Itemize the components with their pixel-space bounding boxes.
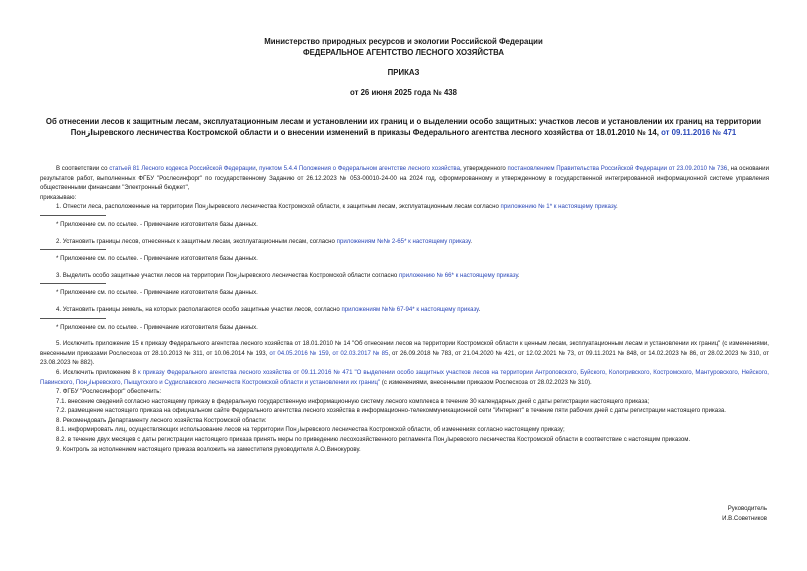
intro-text-1: В соответствии со	[56, 165, 108, 172]
footnote-divider	[40, 283, 106, 284]
link-appendix-2-65[interactable]: приложениям №№ 2-65* к настоящему приказу	[336, 237, 471, 245]
item-1-text: 1. Отнести леса, расположенные на территории Понازыревского лесничества Костромской области, к защитным лесам, эксплуатационным лесам согласно	[56, 203, 499, 211]
signature-block	[722, 504, 767, 523]
ministry-heading: Министерство природных ресурсов и экологии Российской Федерации	[264, 37, 543, 46]
link-government-decree[interactable]: постановлением Правительства Российской Федерации от 23.09.2010 № 736	[507, 165, 728, 172]
item-6-text-2: (с изменениями, внесенными приказом Рослесхоза от 28.02.2023 № 310).	[381, 378, 592, 386]
footnote-divider	[40, 249, 106, 250]
footnote: * Приложение см. по ссылке. - Примечание изготовителя базы данных.	[56, 323, 258, 331]
footnote-divider	[40, 215, 106, 216]
item-8-2: 8.2. в течение двух месяцев с даты регистрации настоящего приказа принять меры по приведению лесохозяйственного регламента Понازыревского лесничества Костромской области в соответствие с настоящим приказом.	[56, 436, 691, 444]
item-3-text: 3. Выделить особо защитные участки лесов на территории Понازыревского лесничества Костромской области согласно	[56, 271, 398, 279]
item-5-text-1: 5. Исключить приложение 15 к приказу Федерального агентства лесного хозяйства от 18.01.2010 № 14 "Об отнесении лесов на территории Костромской области к ценным лесам, эксплуатационным лесам и установлении их границ" (с изменениями, внесенными приказами Рослесхоза от 28.10.2013 № 311, от 10.06.2014 № 193,	[40, 340, 769, 357]
item-8-1: 8.1. информировать лиц, осуществляющих использование лесов на территории Понازыревского лесничества Костромской области, об изменениях согласно настоящему приказу;	[56, 426, 565, 434]
item-6-text-1: 6. Исключить приложение 8	[56, 368, 136, 376]
intro-text-2: ,	[255, 165, 258, 172]
link-order-2016-471[interactable]: к приказу Федерального агентства лесного хозяйства от 09.11.2016 № 471 "О выделении особо защитных участков лесов на территории Антроповского, Буйского, Кологривского, Костромского, Мантуровского, Нейского, Павинского, Понازыревского, Пыщугского и Судиславского лесничеств Костромской области и установлении их границ"	[40, 368, 769, 386]
link-appendix-67-94[interactable]: приложениям №№ 67-94* к настоящему приказу	[341, 305, 479, 313]
item-9: 9. Контроль за исполнением настоящего приказа возложить на заместителя руководителя А.О.Винокурову.	[56, 445, 361, 453]
agency-heading: ФЕДЕРАЛЬНОЕ АГЕНТСТВО ЛЕСНОГО ХОЗЯЙСТВА	[302, 48, 505, 57]
footnote-divider	[40, 318, 106, 319]
item-3: 3. Выделить особо защитные участки лесов на территории Понازыревского лесничества Костромской области согласно приложению № 66* к настоящему приказу.	[56, 271, 520, 279]
item-4-text: 4. Установить границы земель, на которых располагаются особо защитные участки лесов, согласно	[56, 305, 340, 313]
item-1: 1. Отнести леса, расположенные на территории Понازыревского лесничества Костромской области, к защитным лесам, эксплуатационным лесам согласно приложению № 1* к настоящему приказу.	[56, 203, 618, 211]
item-6	[40, 368, 769, 387]
item-7: 7. ФГБУ "Рослесинфорг" обеспечить:	[56, 388, 162, 396]
order-heading: ПРИКАЗ	[387, 68, 420, 77]
item-5-text-2: ,	[328, 349, 331, 357]
signer-name: И.В.Советников	[722, 514, 767, 522]
intro-order-word: приказываю:	[40, 193, 77, 201]
link-order-2016-159[interactable]: от 04.05.2016 № 159	[269, 349, 329, 357]
document-body	[40, 164, 769, 454]
link-appendix-66[interactable]: приложению № 66* к настоящему приказу	[399, 271, 518, 279]
order-title	[40, 116, 767, 138]
order-date: от 26 июня 2025 года № 438	[350, 88, 457, 97]
item-7-2: 7.2. размещение настоящего приказа на официальном сайте Федерального агентства лесного хозяйства в информационно-телекоммуникационной сети "Интернет" в течение пяти рабочих дней с даты регистрации настоящего приказа.	[56, 407, 726, 415]
item-8: 8. Рекомендовать Департаменту лесного хозяйства Костромской области:	[56, 416, 267, 424]
link-agency-regulation[interactable]: пунктом 5.4.4 Положения о Федеральном агентстве лесного хозяйства	[259, 165, 460, 172]
footnote: * Приложение см. по ссылке. - Примечание изготовителя базы данных.	[56, 289, 258, 297]
item-4: 4. Установить границы земель, на которых располагаются особо защитные участки лесов, согласно приложениям №№ 67-94* к настоящему приказу.	[56, 305, 481, 313]
order-title-link[interactable]: от 09.11.2016 № 471	[661, 128, 737, 137]
signer-role: Руководитель	[727, 505, 767, 512]
footnote: * Приложение см. по ссылке. - Примечание изготовителя базы данных.	[56, 220, 258, 228]
link-forest-code[interactable]: статьей 81 Лесного кодекса Российской Федерации	[109, 165, 256, 172]
footnote: * Приложение см. по ссылке. - Примечание изготовителя базы данных.	[56, 255, 258, 263]
intro-text-4: , на основании результатов работ, выполненных ФГБУ "Рослесинфорг" по государственному Заданию от 26.12.2023 № 053-00010-24-00 на 2024 год, сформированному и утвержденному в государственной интегрированной информационной системе управления общественными финансами "Электронный бюджет",	[40, 165, 769, 192]
order-title-text: Об отнесении лесов к защитным лесам, эксплуатационным лесам и установлении их границ и о выделении особо защитных: участков лесов и установлении их границ на территории Понازыревского лесничества Костромской области и о внесении изменений в приказы Федерального агентства лесного хозяйства от 18.01.2010 № 14,	[45, 117, 762, 137]
intro-paragraph	[40, 164, 769, 193]
item-2-text: 2. Установить границы лесов, отнесенных к защитным лесам, эксплуатационным лесам, согласно	[56, 237, 335, 245]
link-appendix-1[interactable]: приложению № 1* к настоящему приказу	[500, 203, 617, 211]
item-5	[40, 339, 769, 368]
intro-text-3: , утвержденного	[459, 165, 506, 172]
link-order-2017-85[interactable]: от 02.03.2017 № 85	[332, 349, 389, 357]
item-2: 2. Установить границы лесов, отнесенных к защитным лесам, эксплуатационным лесам, согласно приложениям №№ 2-65* к настоящему приказу.	[56, 237, 473, 245]
item-5-text-3: , от 26.09.2018 № 783, от 21.04.2020 № 421, от 12.02.2021 № 73, от 09.11.2021 № 848, от 14.02.2023 № 86, от 28.02.2023 № 310, от 23.08.2023 № 882).	[40, 349, 769, 367]
item-7-1: 7.1. внесение сведений согласно настоящему приказу в федеральную государственную информационную систему лесного комплекса в течение 30 календарных дней с даты регистрации настоящего приказа;	[56, 397, 650, 405]
